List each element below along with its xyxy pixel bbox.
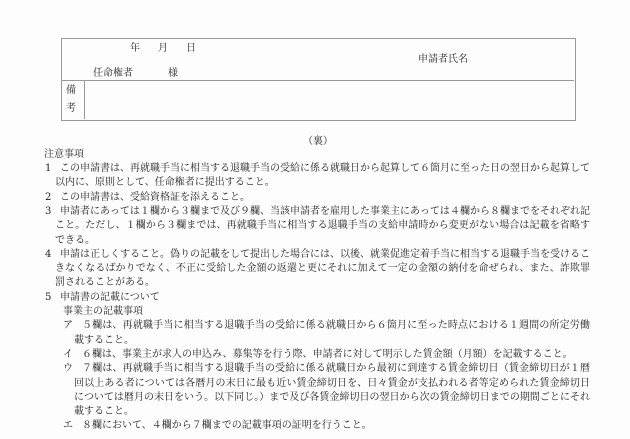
note-line: 申請は正しくすること。偽りの記載をして提出した場合には、以後、就業促進定着手当に相当する退職手当を受けるこ <box>60 248 590 260</box>
note-line: 申請者にあっては１欄から３欄まで及び９欄、当該申請者を雇用した事業主にあっては４欄から８欄までをそれぞれ記 <box>60 205 590 217</box>
note-number: 4 <box>45 248 52 260</box>
note-line: 載すること。 <box>74 334 134 346</box>
row-divider <box>61 80 574 81</box>
note-number: 1 <box>45 163 52 174</box>
note-number: エ <box>63 420 73 432</box>
note-line: きなくなるばかりでなく、不正に受給した金額の返還と更にそれに加えて一定の金額の納付を命ぜられ、また、詐欺罪 <box>55 263 590 275</box>
note-line: 申請書の記載について <box>60 291 160 303</box>
note-line: ５欄は、再就職手当に相当する退職手当の受給に係る就職日から６箇月に至った時点における１週間の所定労働 <box>82 320 590 332</box>
note-line: 以内に、原則として、任命権者に提出すること。 <box>55 177 275 189</box>
date-year-label: 年 <box>130 43 140 54</box>
note-line: こと。ただし、１欄から３欄までは、再就職手当に相当する退職手当の支給申請時から変更がない場合は記載を省略す <box>55 220 590 232</box>
note-line: 事業主の記載事項 <box>63 306 143 317</box>
note-line: 回以上ある者については各暦月の末日に最も近い賃金締切日を、日々賃金が支払われる者等定められた賃金締切日 <box>74 377 590 389</box>
remarks-label-2: 考 <box>66 103 76 114</box>
column-divider <box>84 80 85 119</box>
appointer-label: 任命権者 <box>93 68 133 79</box>
date-month-label: 月 <box>158 43 168 54</box>
date-day-label: 日 <box>186 43 196 54</box>
notes-title: 注意事項 <box>44 149 84 160</box>
note-line: この申請書は、再就職手当に相当する退職手当の受給に係る就職日から起算して６箇月に至った日の翌日から起算して <box>60 163 590 174</box>
note-number: ウ <box>63 363 73 375</box>
note-line: ６欄は、事業主が求人の申込み、募集等を行う際、申請者に対して明示した賃金額（月額）を記載すること。 <box>82 348 573 360</box>
note-line: 罰されることがある。 <box>55 277 155 289</box>
note-line: できる。 <box>55 234 95 246</box>
note-number: 3 <box>45 205 52 217</box>
note-line: ８欄において、４欄から７欄までの記載事項の証明を行うこと。 <box>82 420 372 432</box>
note-number: イ <box>63 348 73 360</box>
note-line: この申請書は、受給資格証を添えること。 <box>60 191 250 203</box>
applicant-name-label: 申請者氏名 <box>418 54 468 65</box>
remarks-label-1: 備 <box>66 85 76 96</box>
back-side-label: （裏） <box>303 136 333 147</box>
note-line: 載すること。 <box>74 406 134 418</box>
note-line: については暦月の末日をいう。以下同じ。）まで及び各賃金締切日の翌日から次の賃金締切日までの期間ごとにそれ <box>74 391 590 403</box>
note-number: ア <box>63 320 73 332</box>
note-line: ７欄は、再就職手当に相当する退職手当の受給に係る就職日から最初に到達する賃金締切日（賃金締切日が１暦 <box>82 363 590 375</box>
note-number: 2 <box>45 191 52 203</box>
appointer-suffix: 様 <box>168 68 178 79</box>
note-number: 5 <box>45 291 52 303</box>
